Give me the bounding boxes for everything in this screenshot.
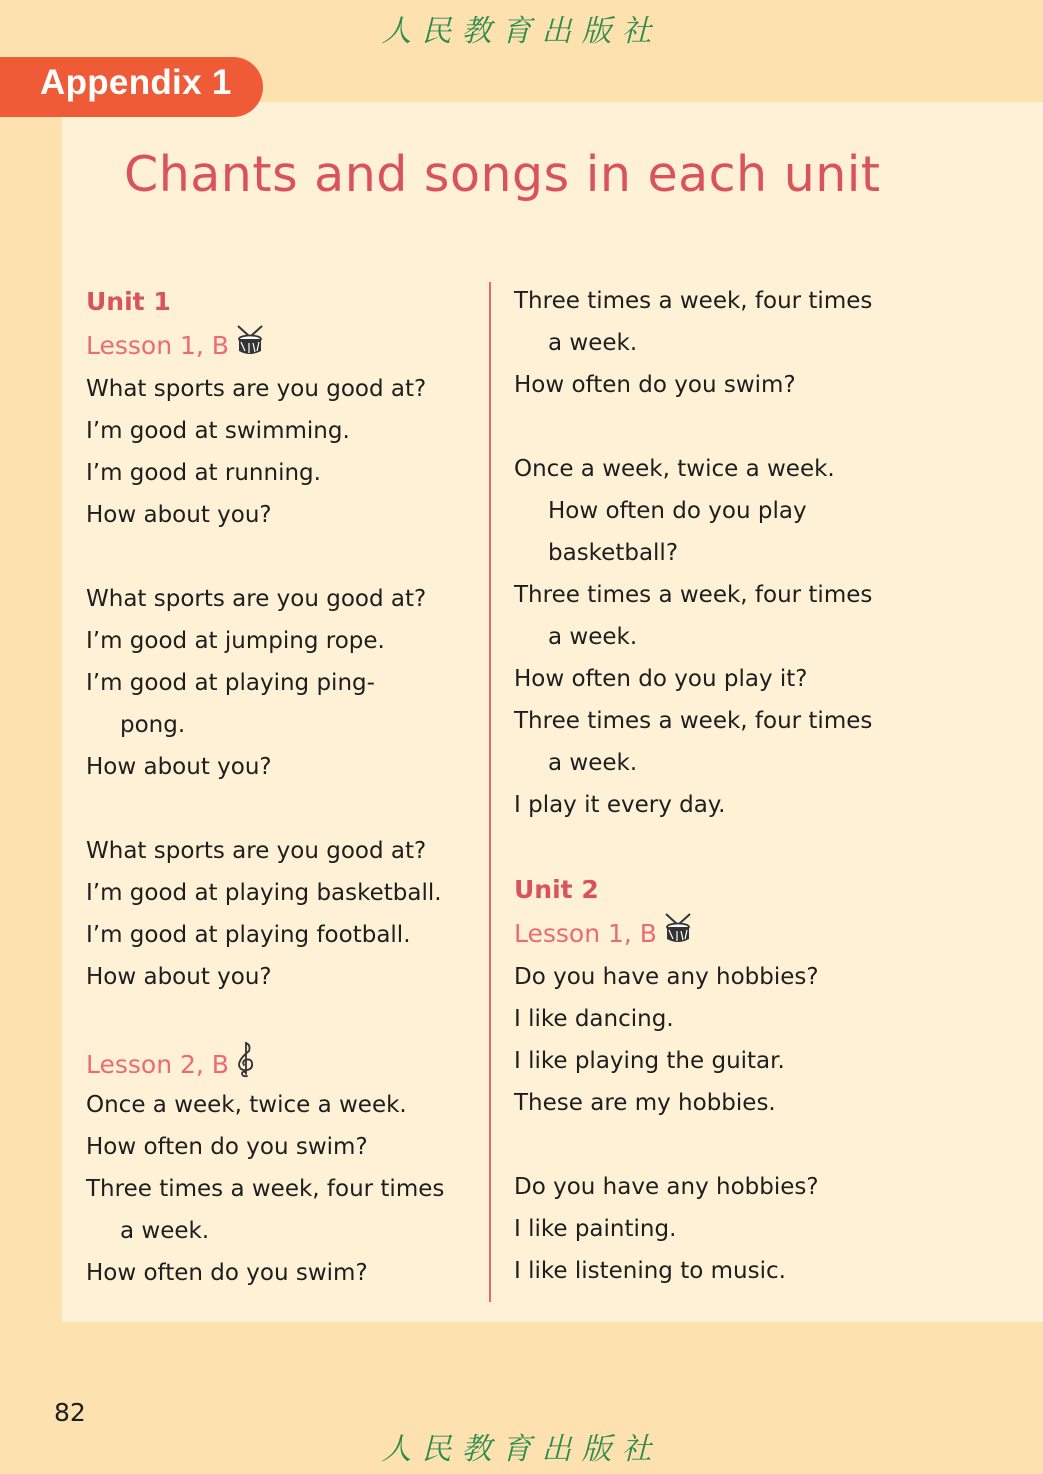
page-number: 82 [54, 1398, 86, 1427]
lesson-label: Lesson 1, B [514, 919, 657, 948]
stanza-break [514, 1124, 934, 1166]
lesson-heading [86, 324, 506, 368]
publisher-logo-bottom: 人民教育出版社 [381, 1432, 662, 1467]
lyric-line: I’m good at playing football. [86, 922, 411, 948]
stanza-break [514, 406, 934, 448]
publisher-logo-top: 人民教育出版社 [381, 14, 662, 49]
lyric-line: I play it every day. [514, 792, 726, 818]
lyric-line: How often do you swim? [86, 1260, 368, 1286]
stanza-break [86, 788, 506, 830]
lyric-line: I’m good at playing ping- [86, 670, 375, 696]
lyric-line: a week. [548, 750, 638, 776]
lyric-line: I like dancing. [514, 1006, 674, 1032]
stanza-break [86, 998, 506, 1040]
lesson-heading [514, 912, 934, 956]
lyric-line: Once a week, twice a week. [514, 456, 835, 482]
lyric-line: a week. [548, 624, 638, 650]
lyric-line: I like playing the guitar. [514, 1048, 785, 1074]
drum-icon [663, 912, 693, 958]
lyric-line: These are my hobbies. [514, 1090, 776, 1116]
lesson-label: Lesson 1, B [86, 331, 229, 360]
lyric-line: How about you? [86, 502, 272, 528]
lyric-line: How often do you play [548, 498, 807, 524]
stanza-break [86, 536, 506, 578]
lyric-line: What sports are you good at? [86, 838, 427, 864]
appendix-tab-label: Appendix 1 [40, 63, 232, 102]
lyric-line: pong. [120, 712, 186, 738]
lesson-label: Lesson 2, B [86, 1050, 229, 1079]
right-column [514, 280, 934, 1292]
lyric-line: How about you? [86, 754, 272, 780]
lyric-line: I’m good at running. [86, 460, 321, 486]
lyric-line: I’m good at swimming. [86, 418, 350, 444]
lyric-line: basketball? [548, 540, 679, 566]
lyric-line: a week. [548, 330, 638, 356]
page-title: Chants and songs in each unit [124, 146, 881, 203]
lyric-line: Three times a week, four times [514, 288, 873, 314]
lyric-line: How often do you swim? [86, 1134, 368, 1160]
lyric-line: I like listening to music. [514, 1258, 786, 1284]
lyric-line: Once a week, twice a week. [86, 1092, 407, 1118]
lyric-line: a week. [120, 1218, 210, 1244]
lyric-line: Three times a week, four times [514, 708, 873, 734]
lyric-line: How often do you play it? [514, 666, 808, 692]
lyric-line: How often do you swim? [514, 372, 796, 398]
left-column [86, 280, 506, 1294]
stanza-break [514, 826, 934, 868]
unit-heading: Unit 1 [86, 287, 171, 316]
lyric-line: I like painting. [514, 1216, 677, 1242]
lyric-line: Do you have any hobbies? [514, 1174, 819, 1200]
lesson-heading [86, 1040, 506, 1084]
unit-heading: Unit 2 [514, 875, 599, 904]
lyric-line: How about you? [86, 964, 272, 990]
lyric-line: Three times a week, four times [86, 1176, 445, 1202]
lyric-line: I’m good at jumping rope. [86, 628, 385, 654]
appendix-tab [0, 57, 263, 117]
lyric-line: What sports are you good at? [86, 376, 427, 402]
drum-icon [235, 324, 265, 370]
lyric-line: Three times a week, four times [514, 582, 873, 608]
lyric-line: Do you have any hobbies? [514, 964, 819, 990]
lyric-line: I’m good at playing basketball. [86, 880, 442, 906]
lyric-line: What sports are you good at? [86, 586, 427, 612]
